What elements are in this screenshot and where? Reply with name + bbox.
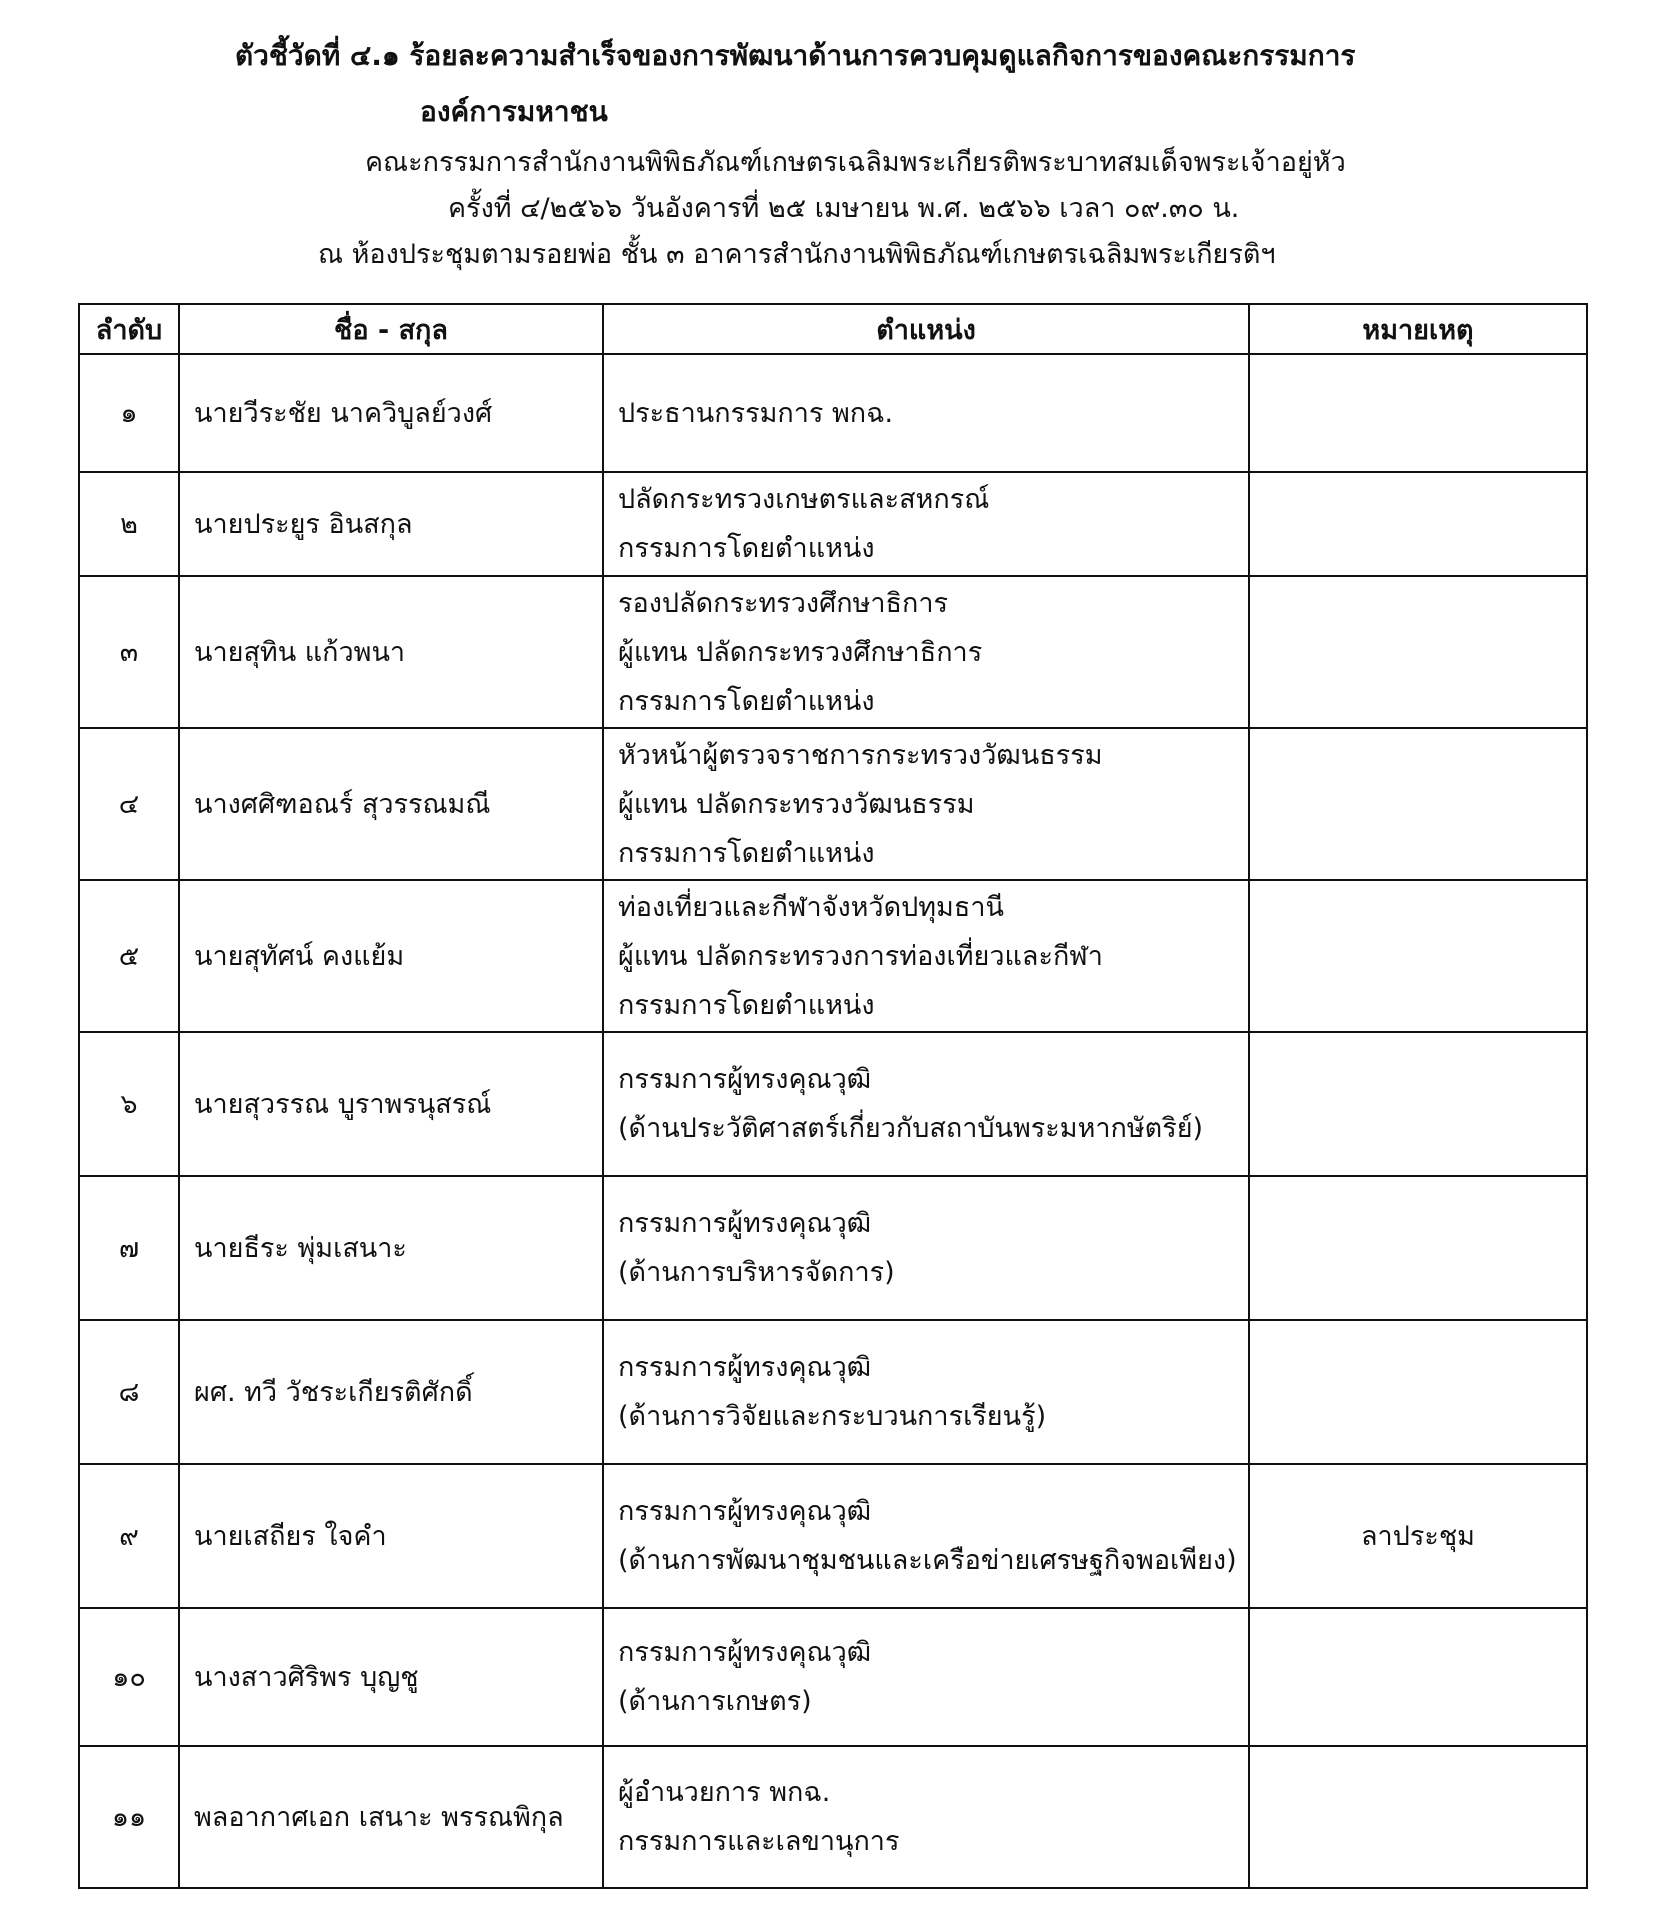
position-line: กรรมการผู้ทรงคุณวุฒิ xyxy=(618,1637,872,1668)
member-name: ผศ. ทวี วัชระเกียรติศักดิ์ xyxy=(179,1320,603,1464)
table-row xyxy=(79,1320,1587,1464)
member-remark xyxy=(1249,354,1587,472)
member-remark xyxy=(1249,880,1587,1032)
table-row xyxy=(79,1746,1587,1888)
attendance-table xyxy=(78,303,1588,1889)
member-name: พลอากาศเอก เสนาะ พรรณพิกุล xyxy=(179,1746,603,1888)
position-line: ผู้อำนวยการ พกฉ. xyxy=(618,1777,831,1808)
member-position xyxy=(603,472,1249,576)
row-number: ๗ xyxy=(79,1176,179,1320)
member-remark xyxy=(1249,1176,1587,1320)
row-number: ๓ xyxy=(79,576,179,728)
member-position xyxy=(603,1746,1249,1888)
table-row xyxy=(79,880,1587,1032)
row-number: ๑๑ xyxy=(79,1746,179,1888)
member-position xyxy=(603,1320,1249,1464)
member-remark xyxy=(1249,1032,1587,1176)
member-position xyxy=(603,1608,1249,1746)
member-name: นายสุทิน แก้วพนา xyxy=(179,576,603,728)
position-line: กรรมการโดยตำแหน่ง xyxy=(618,685,875,717)
position-line: ผู้แทน ปลัดกระทรวงการท่องเที่ยวและกีฬา xyxy=(618,940,1103,972)
table-row xyxy=(79,1464,1587,1608)
member-name: นางศศิฑอณร์ สุวรรณมณี xyxy=(179,728,603,880)
position-line: (ด้านการบริหารจัดการ) xyxy=(618,1257,895,1288)
indicator-title xyxy=(235,28,1355,140)
position-line: (ด้านประวัติศาสตร์เกี่ยวกับสถาบันพระมหากษัตริย์) xyxy=(618,1113,1204,1144)
member-remark xyxy=(1249,1608,1587,1746)
member-name: นายสุวรรณ บูราพรนุสรณ์ xyxy=(179,1032,603,1176)
member-position xyxy=(603,1032,1249,1176)
header-position: ตำแหน่ง xyxy=(603,304,1249,354)
position-line: กรรมการโดยตำแหน่ง xyxy=(618,533,875,564)
table-row xyxy=(79,472,1587,576)
member-remark: ลาประชุม xyxy=(1249,1464,1587,1608)
member-position xyxy=(603,880,1249,1032)
header-remark: หมายเหตุ xyxy=(1249,304,1587,354)
member-remark xyxy=(1249,728,1587,880)
row-number: ๔ xyxy=(79,728,179,880)
row-number: ๑๐ xyxy=(79,1608,179,1746)
table-row xyxy=(79,728,1587,880)
position-line: ปลัดกระทรวงเกษตรและสหกรณ์ xyxy=(618,484,990,515)
position-line: กรรมการผู้ทรงคุณวุฒิ xyxy=(618,1064,872,1095)
position-line: รองปลัดกระทรวงศึกษาธิการ xyxy=(618,587,949,619)
member-name: นายเสถียร ใจคำ xyxy=(179,1464,603,1608)
table-row xyxy=(79,576,1587,728)
position-line: ผู้แทน ปลัดกระทรวงศึกษาธิการ xyxy=(618,636,983,668)
row-number: ๒ xyxy=(79,472,179,576)
table-row xyxy=(79,1176,1587,1320)
table-row xyxy=(79,1608,1587,1746)
position-line: กรรมการผู้ทรงคุณวุฒิ xyxy=(618,1208,872,1239)
position-line: (ด้านการพัฒนาชุมชนและเครือข่ายเศรษฐกิจพอเพียง) xyxy=(618,1545,1237,1576)
member-position xyxy=(603,1464,1249,1608)
position-line: (ด้านการเกษตร) xyxy=(618,1686,812,1717)
position-line: ผู้แทน ปลัดกระทรวงวัฒนธรรม xyxy=(618,788,975,820)
member-name: นายธีระ พุ่มเสนาะ xyxy=(179,1176,603,1320)
member-name: นางสาวศิริพร บุญชู xyxy=(179,1608,603,1746)
table-row xyxy=(79,354,1587,472)
position-line: ประธานกรรมการ พกฉ. xyxy=(618,397,894,429)
meeting-venue: ณ ห้องประชุมตามรอยพ่อ ชั้น ๓ อาคารสำนักงานพิพิธภัณฑ์เกษตรเฉลิมพระเกียรติฯ xyxy=(318,239,1276,270)
member-remark xyxy=(1249,472,1587,576)
indicator-title-line2: องค์การมหาชน xyxy=(420,95,608,128)
row-number: ๙ xyxy=(79,1464,179,1608)
header-order: ลำดับ xyxy=(79,304,179,354)
member-remark xyxy=(1249,1746,1587,1888)
row-number: ๖ xyxy=(79,1032,179,1176)
position-line: กรรมการและเลขานุการ xyxy=(618,1826,900,1857)
row-number: ๘ xyxy=(79,1320,179,1464)
position-line: กรรมการโดยตำแหน่ง xyxy=(618,837,875,869)
position-line: กรรมการโดยตำแหน่ง xyxy=(618,989,875,1021)
table-header-row xyxy=(79,304,1587,354)
member-position xyxy=(603,1176,1249,1320)
member-name: นายประยูร อินสกุล xyxy=(179,472,603,576)
position-line: หัวหน้าผู้ตรวจราชการกระทรวงวัฒนธรรม xyxy=(618,739,1103,771)
member-remark xyxy=(1249,576,1587,728)
member-position xyxy=(603,354,1249,472)
position-line: (ด้านการวิจัยและกระบวนการเรียนรู้) xyxy=(618,1401,1047,1432)
row-number: ๕ xyxy=(79,880,179,1032)
position-line: ท่องเที่ยวและกีฬาจังหวัดปทุมธานี xyxy=(618,891,1004,923)
meeting-date-time: ครั้งที่ ๔/๒๕๖๖ วันอังคารที่ ๒๕ เมษายน พ.ศ. ๒๕๖๖ เวลา ๐๙.๓๐ น. xyxy=(448,193,1240,224)
table-row xyxy=(79,1032,1587,1176)
meeting-info xyxy=(0,140,1654,278)
meeting-committee-name: คณะกรรมการสำนักงานพิพิธภัณฑ์เกษตรเฉลิมพระเกียรติพระบาทสมเด็จพระเจ้าอยู่หัว xyxy=(365,147,1346,178)
row-number: ๑ xyxy=(79,354,179,472)
member-position xyxy=(603,728,1249,880)
position-line: กรรมการผู้ทรงคุณวุฒิ xyxy=(618,1496,872,1527)
indicator-title-line1: ตัวชี้วัดที่ ๔.๑ ร้อยละความสำเร็จของการพัฒนาด้านการควบคุมดูแลกิจการของคณะกรรมการ xyxy=(235,39,1356,72)
member-position xyxy=(603,576,1249,728)
member-remark xyxy=(1249,1320,1587,1464)
header-name: ชื่อ - สกุล xyxy=(179,304,603,354)
member-name: นายสุทัศน์ คงแย้ม xyxy=(179,880,603,1032)
position-line: กรรมการผู้ทรงคุณวุฒิ xyxy=(618,1352,872,1383)
member-name: นายวีระชัย นาควิบูลย์วงศ์ xyxy=(179,354,603,472)
